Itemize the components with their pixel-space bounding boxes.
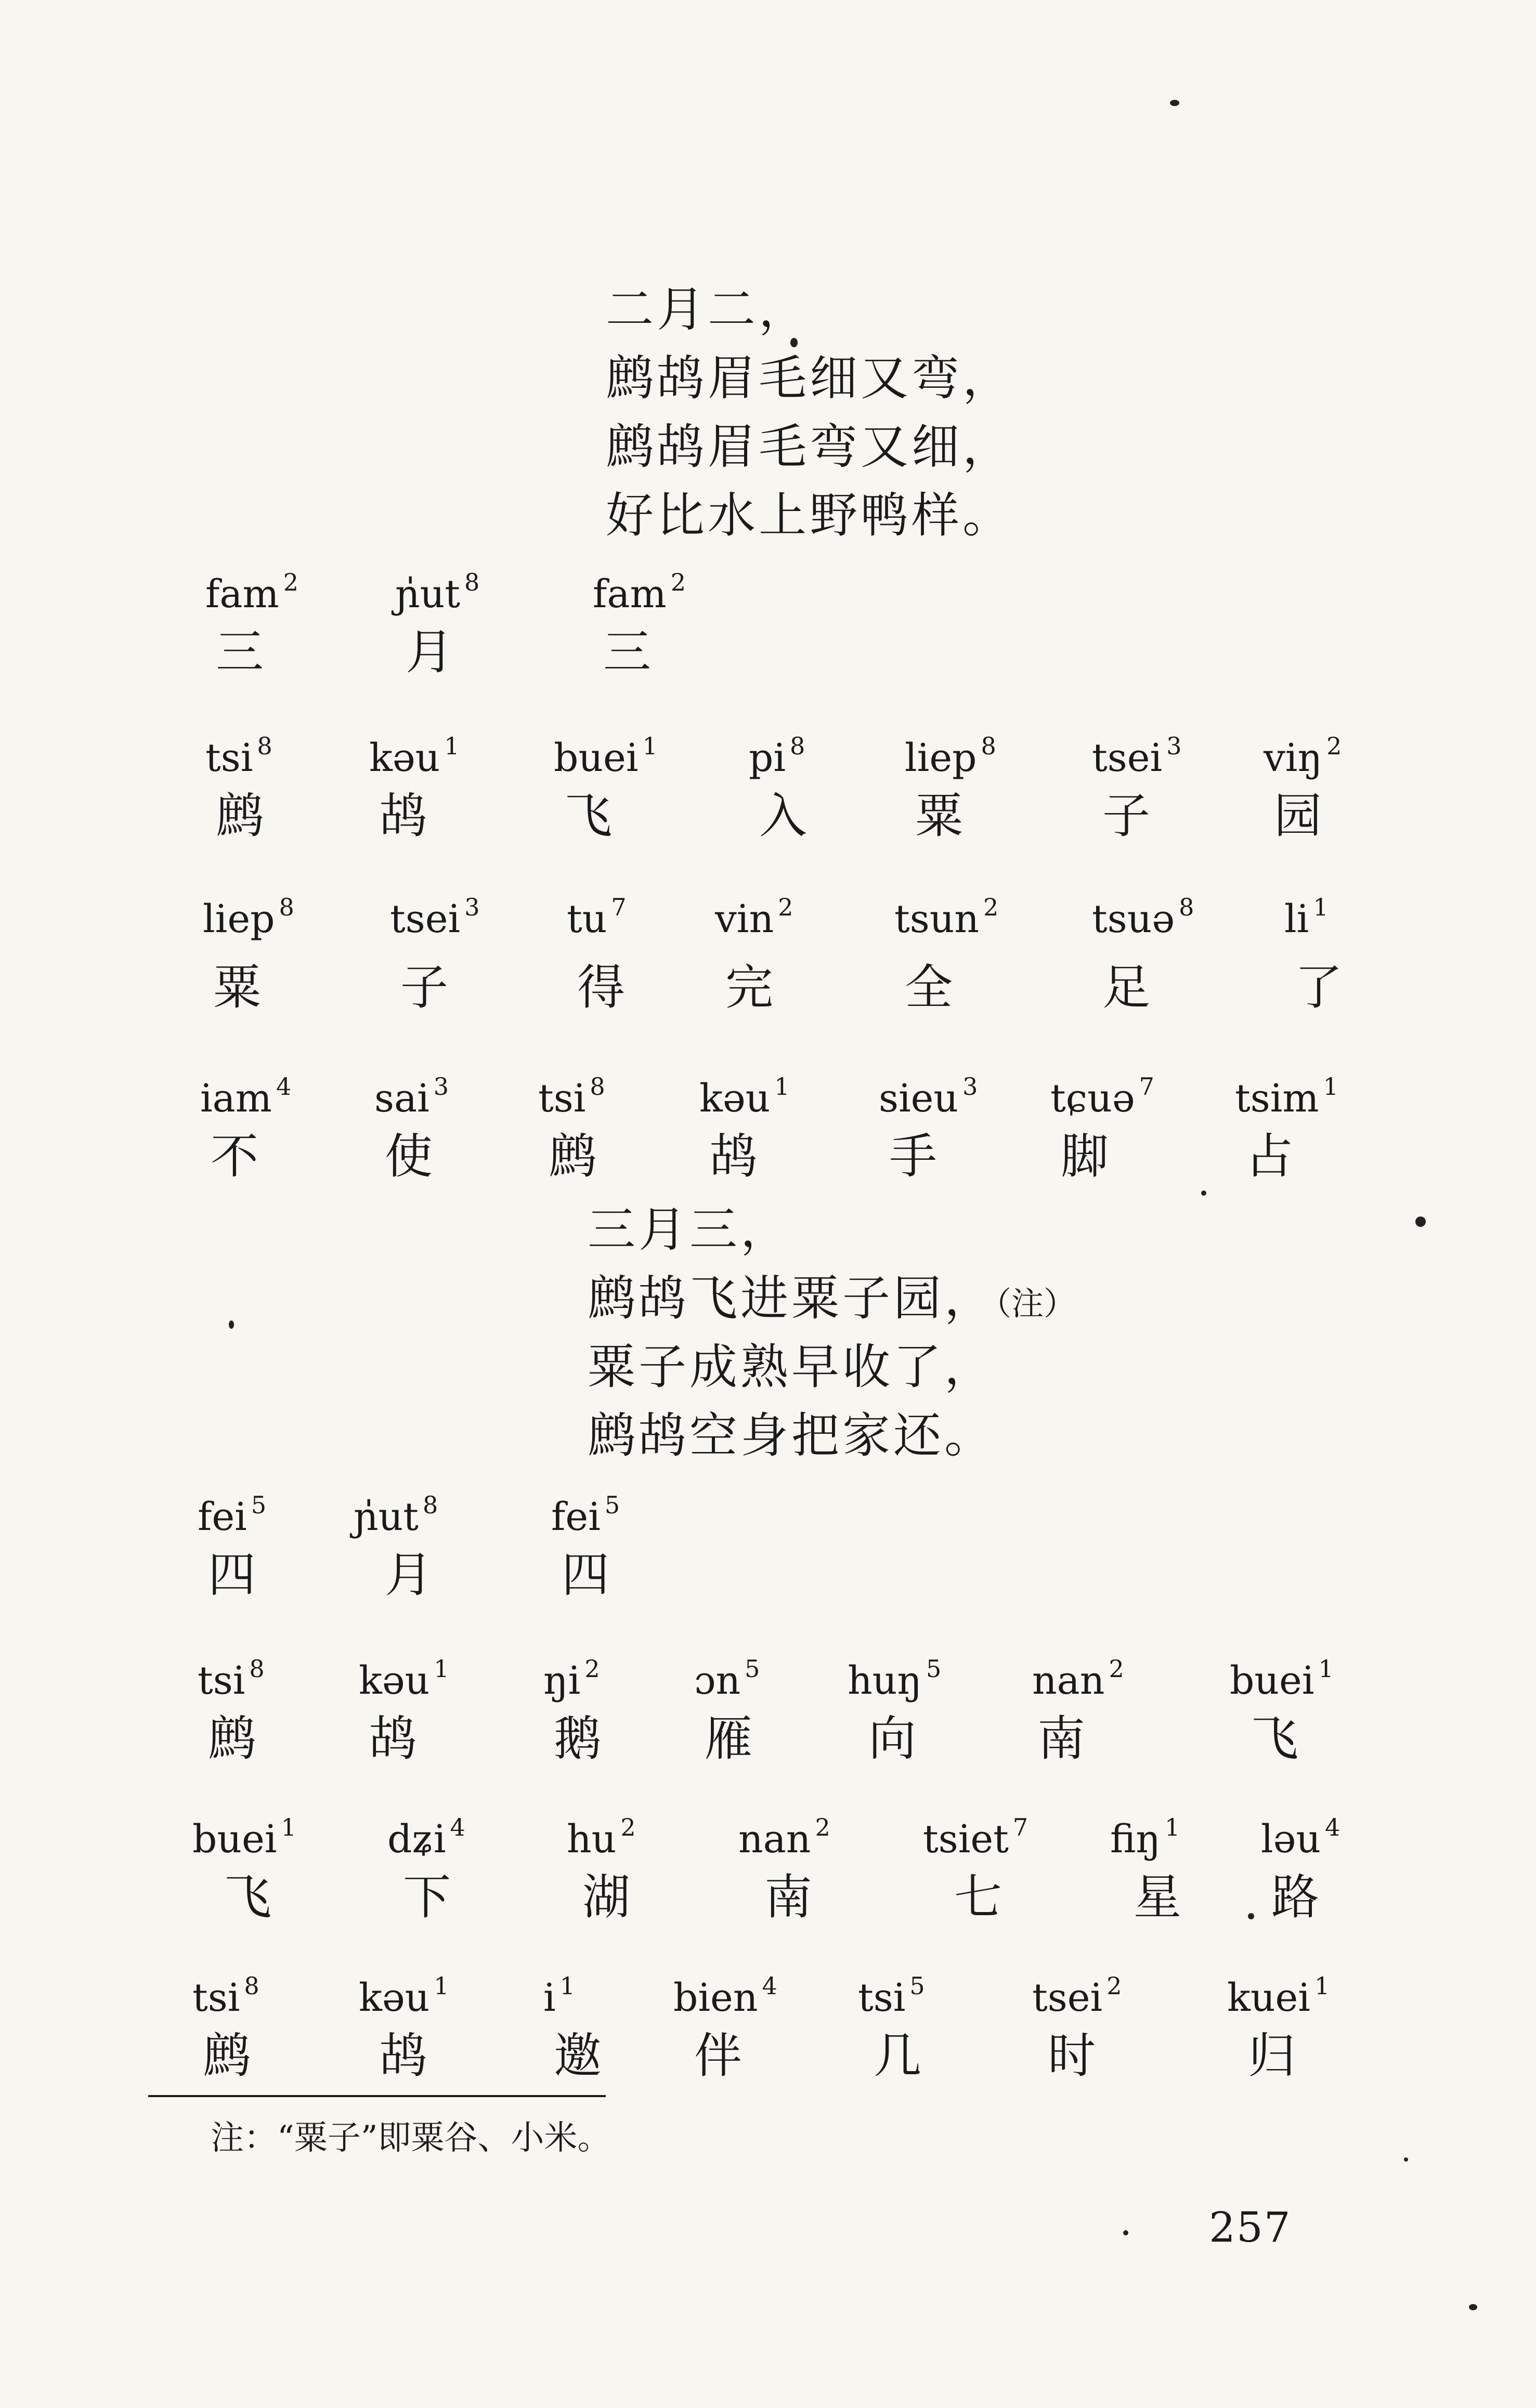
hanzi: 四 (208, 1547, 256, 1603)
romanization: tsei $^3$ (390, 893, 480, 941)
tone-number: 8 (981, 732, 996, 760)
hanzi: 鸪 (369, 1711, 418, 1766)
gloss-cell (198, 1479, 364, 1635)
hanzi: 七 (954, 1869, 1003, 1925)
tone-number: 4 (1325, 1813, 1340, 1841)
gloss-cell (673, 1960, 840, 2116)
romanization: ɲ̍ut $^8$ (395, 568, 480, 617)
gloss-cell (543, 1643, 710, 1799)
romanization: hu $^2$ (567, 1813, 636, 1862)
hanzi: 鸪 (380, 2028, 428, 2084)
scan-speck (1170, 100, 1179, 106)
gloss-cell (359, 1643, 525, 1799)
romanization: tsuə $^8$ (1092, 893, 1194, 941)
gloss-cell (395, 556, 562, 712)
tone-number: 7 (611, 893, 627, 921)
hanzi: 下 (403, 1869, 451, 1925)
hanzi: 邀 (554, 2028, 602, 2084)
romanization: tsun $^2$ (894, 893, 999, 941)
gloss-cell (1032, 1960, 1199, 2116)
page-number: 257 (1209, 2203, 1292, 2252)
romanization: liep $^8$ (203, 893, 294, 941)
tone-number: 8 (590, 1072, 605, 1101)
hanzi: 飞 (1251, 1711, 1299, 1766)
verse-line: 二月二， (606, 282, 810, 337)
tone-number: 2 (1107, 1972, 1122, 2000)
tone-number: 2 (584, 1655, 600, 1683)
romanization: kuei $^1$ (1227, 1972, 1330, 2020)
scan-speck (790, 338, 798, 347)
tone-number: 5 (926, 1655, 942, 1683)
romanization: fei $^5$ (198, 1491, 267, 1539)
gloss-cell (699, 1061, 866, 1216)
gloss-cell (905, 720, 1071, 876)
tone-number: 8 (244, 1972, 259, 2000)
romanization: kəu $^1$ (369, 732, 460, 780)
tone-number: 1 (1323, 1072, 1338, 1101)
romanization: fei $^5$ (551, 1491, 620, 1539)
romanization: tsei $^3$ (1092, 732, 1182, 780)
scan-speck (1469, 2304, 1477, 2310)
verse-line: 三月三， (588, 1202, 792, 1258)
interlinear-row-5 (0, 1479, 1536, 1635)
tone-number: 8 (464, 568, 480, 596)
scan-speck (1201, 1190, 1206, 1196)
romanization: tsim $^1$ (1235, 1072, 1338, 1121)
interlinear-row-2 (0, 720, 1536, 876)
hanzi: 子 (1102, 788, 1151, 844)
hanzi: 鸪 (380, 788, 428, 844)
hanzi: 月 (406, 624, 454, 680)
gloss-cell (192, 1801, 359, 1957)
tone-number: 7 (1012, 1813, 1029, 1841)
hanzi: 手 (889, 1129, 938, 1184)
gloss-cell (205, 556, 372, 712)
tone-number: 2 (1326, 732, 1342, 760)
hanzi: 归 (1248, 2028, 1296, 2084)
hanzi: 星 (1134, 1869, 1182, 1925)
romanization: buei $^1$ (1230, 1655, 1334, 1703)
tone-number: 8 (257, 732, 272, 760)
romanization: vin $^2$ (715, 893, 793, 941)
tone-number: 4 (762, 1972, 777, 2000)
hanzi: 粟 (213, 960, 262, 1015)
romanization: viŋ $^2$ (1264, 732, 1342, 780)
romanization: tsi $^8$ (538, 1072, 605, 1121)
romanization: iam $^4$ (200, 1072, 292, 1121)
hanzi: 湖 (582, 1869, 631, 1925)
romanization: tɕuə $^7$ (1050, 1072, 1154, 1121)
romanization: sai $^3$ (374, 1072, 449, 1121)
romanization: buei $^1$ (554, 732, 658, 780)
gloss-cell (1230, 1643, 1396, 1799)
interlinear-row-6 (0, 1643, 1536, 1799)
gloss-cell (200, 1061, 367, 1216)
gloss-cell (593, 556, 759, 712)
hanzi: 南 (764, 1869, 813, 1925)
tone-number: 5 (251, 1491, 267, 1519)
gloss-cell (1264, 720, 1430, 876)
tone-number: 8 (790, 732, 805, 760)
romanization: pi $^8$ (749, 732, 805, 780)
hanzi: 全 (905, 960, 953, 1015)
gloss-cell (1284, 881, 1451, 1037)
gloss-cell (894, 881, 1061, 1037)
gloss-cell (354, 1479, 520, 1635)
hanzi: 三 (216, 624, 264, 680)
romanization: kəu $^1$ (699, 1072, 790, 1121)
gloss-cell (203, 881, 369, 1037)
hanzi: 园 (1274, 788, 1322, 844)
hanzi: 鸪 (710, 1129, 758, 1184)
scan-speck (229, 1320, 234, 1329)
tone-number: 2 (283, 568, 298, 596)
gloss-cell (1050, 1061, 1217, 1216)
gloss-cell (1092, 881, 1258, 1037)
hanzi: 鹧 (549, 1129, 597, 1184)
hanzi: 几 (874, 2028, 922, 2084)
tone-number: 1 (434, 1655, 449, 1683)
gloss-cell (538, 1061, 705, 1216)
gloss-cell (551, 1479, 718, 1635)
gloss-cell (192, 1960, 359, 2116)
romanization: tsi $^8$ (205, 732, 272, 780)
gloss-cell (554, 720, 720, 876)
gloss-cell (749, 720, 915, 876)
verse-line: 鹧鸪飞进粟子园，（注） (588, 1271, 1076, 1326)
gloss-cell (387, 1801, 554, 1957)
scan-speck (1248, 1913, 1254, 1919)
interlinear-row-8 (0, 1960, 1536, 2116)
hanzi: 不 (211, 1129, 259, 1184)
romanization: i $^1$ (543, 1972, 575, 2020)
gloss-cell (879, 1061, 1045, 1216)
verse-line: 粟子成熟早收了， (588, 1339, 996, 1395)
tone-number: 8 (423, 1491, 438, 1519)
tone-number: 2 (778, 893, 793, 921)
romanization: tu $^7$ (567, 893, 627, 941)
gloss-cell (738, 1801, 905, 1957)
hanzi: 子 (400, 960, 449, 1015)
tone-number: 1 (281, 1813, 296, 1841)
gloss-cell (858, 1960, 1024, 2116)
gloss-cell (205, 720, 372, 876)
tone-number: 2 (1109, 1655, 1124, 1683)
hanzi: 鹧 (216, 788, 264, 844)
tone-number: 1 (559, 1972, 575, 2000)
hanzi: 脚 (1061, 1129, 1109, 1184)
tone-number: 1 (1313, 893, 1329, 921)
romanization: ŋi $^2$ (543, 1655, 600, 1703)
romanization: fam $^2$ (593, 568, 686, 617)
gloss-cell (359, 1960, 525, 2116)
hanzi: 占 (1245, 1129, 1294, 1184)
gloss-cell (1110, 1801, 1277, 1957)
romanization: tsei $^2$ (1032, 1972, 1122, 2020)
tone-number: 1 (444, 732, 460, 760)
romanization: huŋ $^5$ (848, 1655, 942, 1703)
tone-number: 3 (433, 1072, 449, 1101)
tone-number: 3 (1166, 732, 1182, 760)
hanzi: 使 (385, 1129, 433, 1184)
tone-number: 5 (909, 1972, 925, 2000)
verse-line: 好比水上野鸭样。 (606, 488, 1014, 543)
hanzi: 向 (868, 1711, 917, 1766)
gloss-cell (1032, 1643, 1199, 1799)
hanzi: 得 (577, 960, 626, 1015)
gloss-cell (567, 881, 733, 1037)
tone-number: 1 (1314, 1972, 1330, 2000)
tone-number: 8 (279, 893, 294, 921)
hanzi: 路 (1271, 1869, 1320, 1925)
tone-number: 2 (983, 893, 999, 921)
romanization: kəu $^1$ (359, 1655, 449, 1703)
romanization: fiŋ $^1$ (1110, 1813, 1180, 1862)
hanzi: 四 (562, 1547, 610, 1603)
tone-number: 1 (1165, 1813, 1180, 1841)
romanization: tsiet $^7$ (923, 1813, 1029, 1862)
gloss-cell (1227, 1960, 1394, 2116)
hanzi: 雁 (705, 1711, 753, 1766)
scan-speck (1404, 2157, 1408, 2162)
gloss-cell (1261, 1801, 1427, 1957)
gloss-cell (1092, 720, 1258, 876)
hanzi: 三 (603, 624, 652, 680)
hanzi: 时 (1048, 2028, 1096, 2084)
romanization: tsi $^5$ (858, 1972, 925, 2020)
tone-number: 5 (745, 1655, 760, 1683)
gloss-cell (198, 1643, 364, 1799)
hanzi: 粟 (915, 788, 964, 844)
hanzi: 南 (1037, 1711, 1086, 1766)
hanzi: 鹅 (554, 1711, 602, 1766)
romanization: ɔn $^5$ (694, 1655, 760, 1703)
verse-line: 鹧鸪空身把家还。 (588, 1408, 996, 1463)
tone-number: 2 (670, 568, 686, 596)
footnote-marker: （注） (995, 1285, 1076, 1323)
tone-number: 4 (450, 1813, 465, 1841)
hanzi: 入 (759, 788, 808, 844)
tone-number: 3 (464, 893, 480, 921)
romanization: tsi $^8$ (198, 1655, 265, 1703)
interlinear-row-7 (0, 1801, 1536, 1957)
verse-line: 鹧鸪眉毛弯又细， (606, 419, 1014, 475)
gloss-cell (1235, 1061, 1401, 1216)
interlinear-row-3 (0, 881, 1536, 1037)
romanization: liep $^8$ (905, 732, 996, 780)
tone-number: 3 (962, 1072, 978, 1101)
hanzi: 伴 (694, 2028, 743, 2084)
gloss-cell (567, 1801, 733, 1957)
romanization: tsi $^8$ (192, 1972, 259, 2020)
tone-number: 2 (815, 1813, 830, 1841)
romanization: nan $^2$ (1032, 1655, 1124, 1703)
scan-speck (1123, 2230, 1128, 2235)
hanzi: 鹧 (208, 1711, 256, 1766)
tone-number: 1 (774, 1072, 790, 1101)
gloss-cell (374, 1061, 541, 1216)
romanization: bien $^4$ (673, 1972, 777, 2020)
gloss-cell (390, 881, 556, 1037)
gloss-cell (694, 1643, 861, 1799)
gloss-cell (848, 1643, 1014, 1799)
hanzi: 飞 (224, 1869, 272, 1925)
tone-number: 8 (249, 1655, 265, 1683)
hanzi: 月 (385, 1547, 433, 1603)
romanization: kəu $^1$ (359, 1972, 449, 2020)
tone-number: 1 (642, 732, 658, 760)
tone-number: 5 (604, 1491, 620, 1519)
footnote: 注：“粟子”即粟谷、小米。 (211, 2119, 611, 2157)
hanzi: 足 (1102, 960, 1151, 1015)
romanization: fam $^2$ (205, 568, 298, 617)
hanzi: 完 (725, 960, 774, 1015)
verse-line: 鹧鸪眉毛细又弯， (606, 350, 1014, 406)
romanization: dʑi $^4$ (387, 1813, 465, 1862)
tone-number: 2 (620, 1813, 636, 1841)
gloss-cell (923, 1801, 1089, 1957)
romanization: buei $^1$ (192, 1813, 296, 1862)
romanization: nan $^2$ (738, 1813, 830, 1862)
romanization: ləu $^4$ (1261, 1813, 1340, 1862)
tone-number: 4 (276, 1072, 292, 1101)
tone-number: 8 (1179, 893, 1194, 921)
hanzi: 飞 (564, 788, 613, 844)
interlinear-row-4 (0, 1061, 1536, 1216)
tone-number: 1 (434, 1972, 449, 2000)
romanization: ɲ̍ut $^8$ (354, 1491, 438, 1539)
interlinear-row-1 (0, 556, 1536, 712)
tone-number: 7 (1139, 1072, 1154, 1101)
hanzi: 了 (1295, 960, 1343, 1015)
scan-speck (1415, 1216, 1426, 1227)
romanization: li $^1$ (1284, 893, 1329, 941)
footnote-divider (148, 2095, 606, 2097)
tone-number: 1 (1318, 1655, 1334, 1683)
gloss-cell (715, 881, 881, 1037)
romanization: sieu $^3$ (879, 1072, 978, 1121)
hanzi: 鹧 (203, 2028, 251, 2084)
gloss-cell (369, 720, 536, 876)
